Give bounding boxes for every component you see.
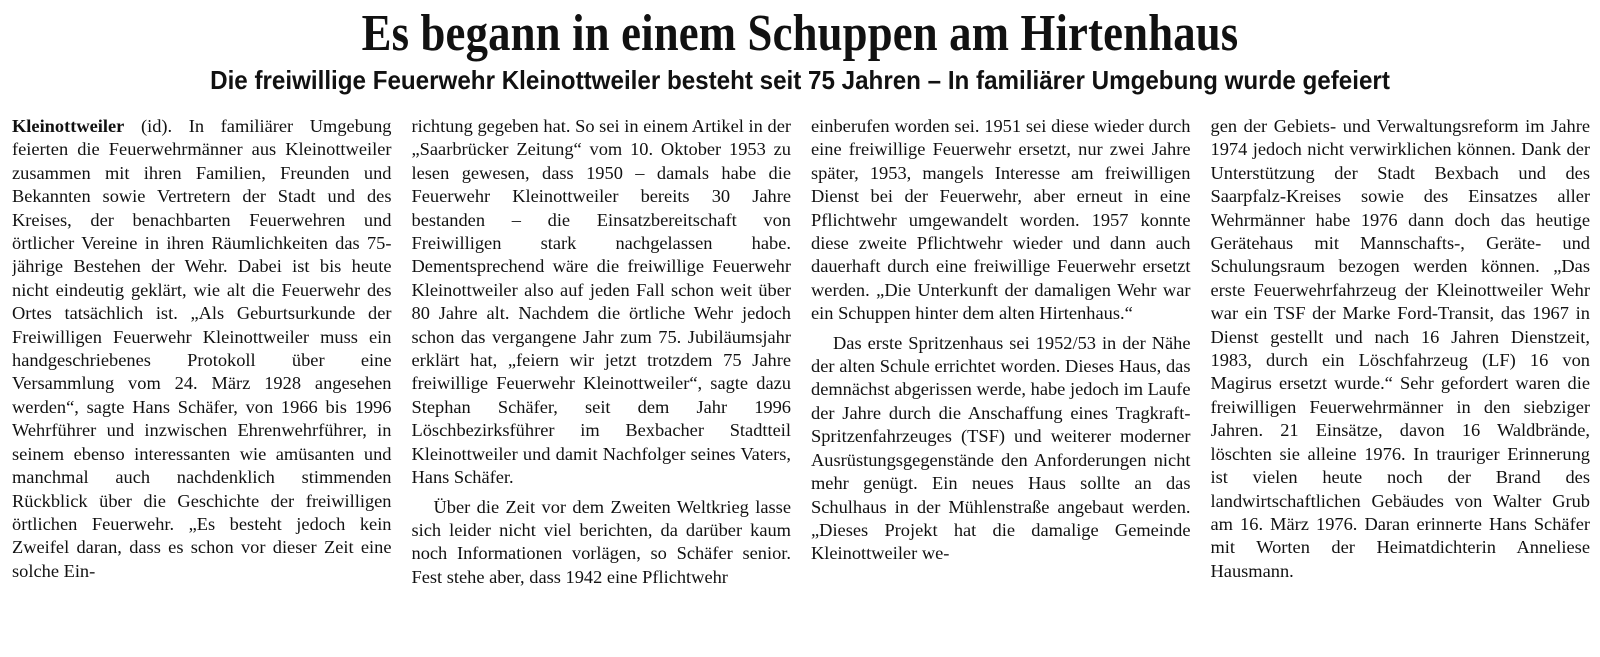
headline: Es begann in einem Schuppen am Hirtenhaus: [361, 5, 1239, 62]
paragraph: einberufen worden sei. 1951 sei diese wieder durch eine freiwillige Feuerwehr ersetzt, nur zwei Jahre später, 1953, mangels Interesse am freiwilligen Dienst bei der Feuerwehr, aber erneut in eine Pflichtwehr umgewandelt worden. 1957 konnte diese zweite Pflichtwehr wieder und dann auch dauerhaft durch eine freiwillige Feuerwehr ersetzt werden. „Die Unterkunft der damaligen Wehr war ein Schuppen hinter dem alten Hirtenhaus.“: [811, 116, 1191, 324]
subtitle: Die freiwillige Feuerwehr Kleinottweiler besteht seit 75 Jahren – In familiärer Umgebung wurde gefeiert: [210, 65, 1390, 95]
paragraph: Das erste Spritzenhaus sei 1952/53 in der Nähe der alten Schule errichtet worden. Dieses Haus, das demnächst abgerissen werde, habe jedoch im Laufe der Jahre durch die Anschaffung eines Tragkraft-Spritzenfahrzeuges (TSF) und weiterer moderner Ausrüstungsgegenstände den Anforderungen nicht mehr genügt. Ein neues Haus sollte an das Schulhaus in der Mühlenstraße angebaut werden. „Dieses Projekt hat die damalige Gemeinde Kleinottweiler we-: [811, 332, 1191, 564]
column-1: [12, 115, 392, 655]
paragraph: gen der Gebiets- und Verwaltungsreform im Jahre 1974 jedoch nicht verwirklichen können. Dank der Unterstützung der Stadt Bexbach und des Saarpfalz-Kreises sowie des Einsatzes aller Wehrmänner habe 1976 dann doch das heutige Gerätehaus mit Mannschafts-, Geräte- und Schulungsraum bezogen werden können. „Das erste Feuerwehrfahrzeug der Kleinottweiler Wehr war ein TSF der Marke Ford-Transit, das 1967 in Dienst gestellt und nach 16 Jahren Dienstzeit, 1983, durch ein Löschfahrzeug (LF) 16 von Magirus ersetzt wurde.“ Sehr gefordert waren die freiwilligen Feuerwehrmänner in den siebziger Jahren. 21 Einsätze, davon 16 Waldbrände, löschten sie alleine 1976. In trauriger Erinnerung ist vielen heute noch der Brand des landwirtschaftlichen Gebäudes von Walter Grub am 16. März 1976. Daran erinnerte Hans Schäfer mit Worten der Heimatdichterin Anneliese Hausmann.: [1210, 116, 1590, 581]
column-4: [1211, 115, 1591, 655]
paragraph-text: (id). In familiärer Umgebung feierten die Feuerwehrmänner aus Kleinottweiler zusammen mit ihren Familien, Freunden und Bekannten sowie Vertretern der Stadt und des Kreises, der benachbarten Feuerwehren und örtlicher Vereine in ihren Räumlichkeiten das 75-jährige Bestehen der Wehr. Dabei ist bis heute nicht eindeutig geklärt, wie alt die Feuerwehr des Ortes tatsächlich ist. „Als Geburtsurkunde der Freiwilligen Feuerwehr Kleinottweiler muss ein handgeschriebenes Protokoll über eine Versammlung vom 24. März 1928 angesehen werden“, sagte Hans Schäfer, von 1966 bis 1996 Wehrführer und inzwischen Ehrenwehrführer, in seinem ebenso interessanten wie amüsanten und manchmal auch nachdenklich stimmenden Rückblick über die Geschichte der freiwilligen örtlichen Feuerwehr. „Es besteht jedoch kein Zweifel daran, dass es schon vor dieser Zeit eine solche Ein-: [12, 116, 392, 581]
paragraph: [12, 115, 392, 583]
column-3: [811, 115, 1191, 655]
dateline: Kleinottweiler: [12, 116, 125, 136]
column-2: [412, 115, 792, 655]
paragraph: Über die Zeit vor dem Zweiten Weltkrieg lasse sich leider nicht viel berichten, da darüber kaum noch Informationen vorlägen, so Schäfer senior. Fest stehe aber, dass 1942 eine Pflichtwehr: [411, 496, 791, 587]
paragraph: richtung gegeben hat. So sei in einem Artikel in der „Saarbrücker Zeitung“ vom 10. Oktober 1953 zu lesen gewesen, dass 1950 – damals habe die Feuerwehr Kleinottweiler bereits 30 Jahre bestanden – die Einsatzbereitschaft von Freiwilligen stark nachgelassen habe. Dementsprechend wäre die freiwillige Feuerwehr Kleinottweiler also auf jeden Fall schon weit über 80 Jahre alt. Nachdem die örtliche Wehr jedoch schon das vergangene Jahr zum 75. Jubiläumsjahr erklärt hat, „feiern wir jetzt trotzdem 75 Jahre freiwillige Feuerwehr Kleinottweiler“, sagte dazu Stephan Schäfer, seit dem Jahr 1996 Löschbezirksführer im Bexbacher Stadtteil Kleinottweiler und damit Nachfolger seines Vaters, Hans Schäfer.: [411, 116, 791, 488]
article-body: [12, 115, 1590, 655]
